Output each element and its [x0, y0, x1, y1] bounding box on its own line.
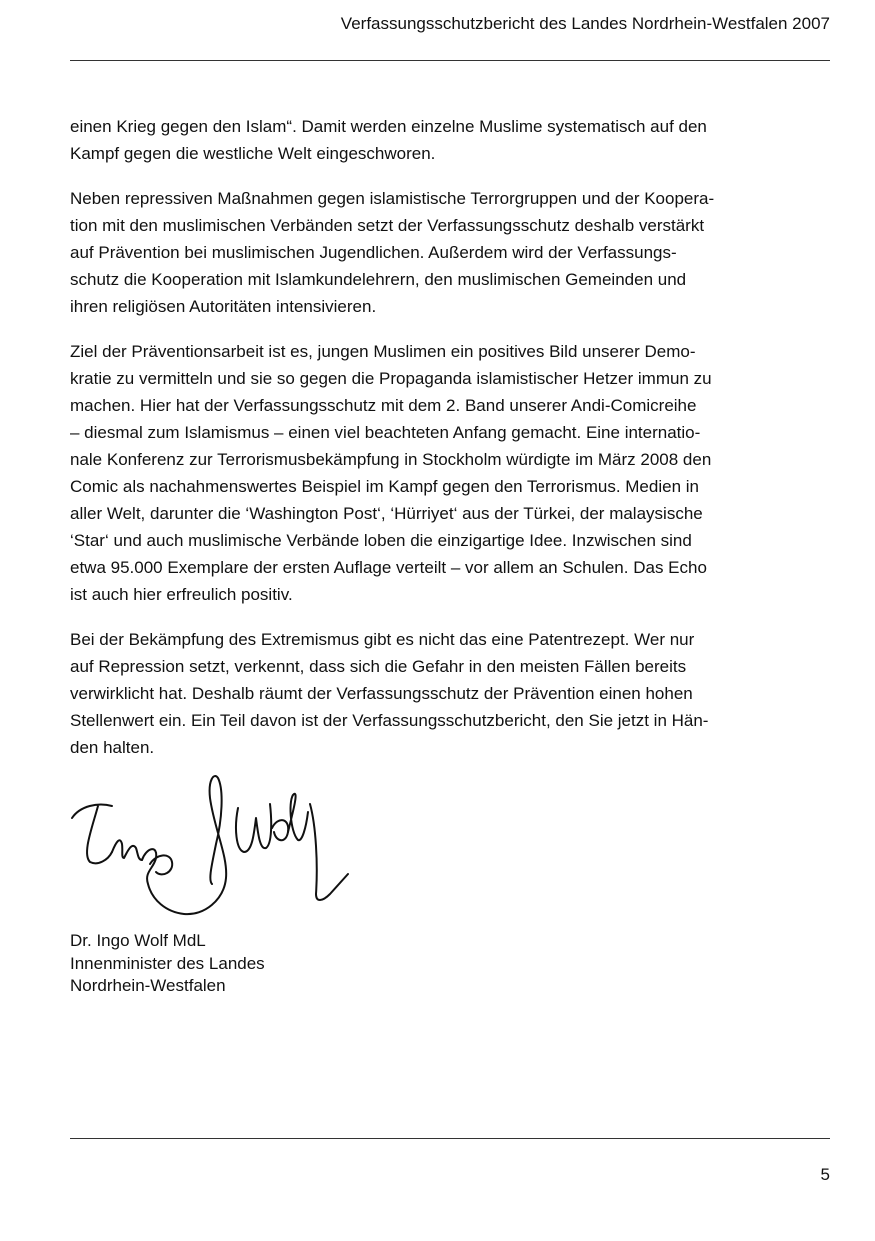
body-text — [70, 113, 790, 779]
header-divider — [70, 60, 830, 61]
text-line: ihren religiösen Autoritäten intensivieren. — [70, 297, 377, 316]
text-line: – diesmal zum Islamismus – einen viel beachteten Anfang gemacht. Eine internatio- — [70, 423, 701, 442]
text-line: den halten. — [70, 738, 155, 757]
footer-divider — [70, 1138, 830, 1139]
text-line: Comic als nachahmenswertes Beispiel im Kampf gegen den Terrorismus. Medien in — [70, 477, 699, 496]
handwritten-signature-icon — [66, 768, 356, 918]
page-number: 5 — [820, 1165, 830, 1184]
running-header-title: Verfassungsschutzbericht des Landes Nordrhein-Westfalen 2007 — [340, 14, 830, 33]
signer-region: Nordrhein-Westfalen — [70, 976, 226, 995]
paragraph-4 — [70, 626, 790, 761]
text-line: ist auch hier erfreulich positiv. — [70, 585, 293, 604]
text-line: machen. Hier hat der Verfassungsschutz mit dem 2. Band unserer Andi-Comicreihe — [70, 396, 697, 415]
text-line: Bei der Bekämpfung des Extremismus gibt es nicht das eine Patentrezept. Wer nur — [70, 630, 695, 649]
text-line: Ziel der Präventionsarbeit ist es, jungen Muslimen ein positives Bild unserer Demo- — [70, 342, 696, 361]
paragraph-1 — [70, 113, 790, 167]
text-line: kratie zu vermitteln und sie so gegen die Propaganda islamistischer Hetzer immun zu — [70, 369, 712, 388]
text-line: schutz die Kooperation mit Islamkundelehrern, den muslimischen Gemeinden und — [70, 270, 687, 289]
text-line: nale Konferenz zur Terrorismusbekämpfung in Stockholm würdigte im März 2008 den — [70, 450, 712, 469]
text-line: auf Prävention bei muslimischen Jugendlichen. Außerdem wird der Verfassungs- — [70, 243, 677, 262]
text-line: Kampf gegen die westliche Welt eingeschworen. — [70, 144, 436, 163]
signer-name: Dr. Ingo Wolf MdL — [70, 931, 206, 950]
text-line: Neben repressiven Maßnahmen gegen islamistische Terrorgruppen und der Koopera- — [70, 189, 715, 208]
text-line: einen Krieg gegen den Islam“. Damit werden einzelne Muslime systematisch auf den — [70, 117, 707, 136]
text-line: ‘Star‘ und auch muslimische Verbände loben die einzigartige Idee. Inzwischen sind — [70, 531, 692, 550]
text-line: aller Welt, darunter die ‘Washington Post‘, ‘Hürriyet‘ aus der Türkei, der malaysische — [70, 504, 703, 523]
text-line: etwa 95.000 Exemplare der ersten Auflage verteilt – vor allem an Schulen. Das Echo — [70, 558, 707, 577]
signer-title: Innenminister des Landes — [70, 953, 265, 973]
text-line: auf Repression setzt, verkennt, dass sich die Gefahr in den meisten Fällen bereits — [70, 657, 687, 676]
paragraph-2 — [70, 185, 790, 320]
text-line: tion mit den muslimischen Verbänden setzt der Verfassungsschutz deshalb verstärkt — [70, 216, 705, 235]
text-line: Stellenwert ein. Ein Teil davon ist der Verfassungsschutzbericht, den Sie jetzt in Hän- — [70, 711, 709, 730]
signer-block — [70, 930, 265, 998]
paragraph-3 — [70, 338, 790, 608]
text-line: verwirklicht hat. Deshalb räumt der Verfassungsschutz der Prävention einen hohen — [70, 684, 693, 703]
